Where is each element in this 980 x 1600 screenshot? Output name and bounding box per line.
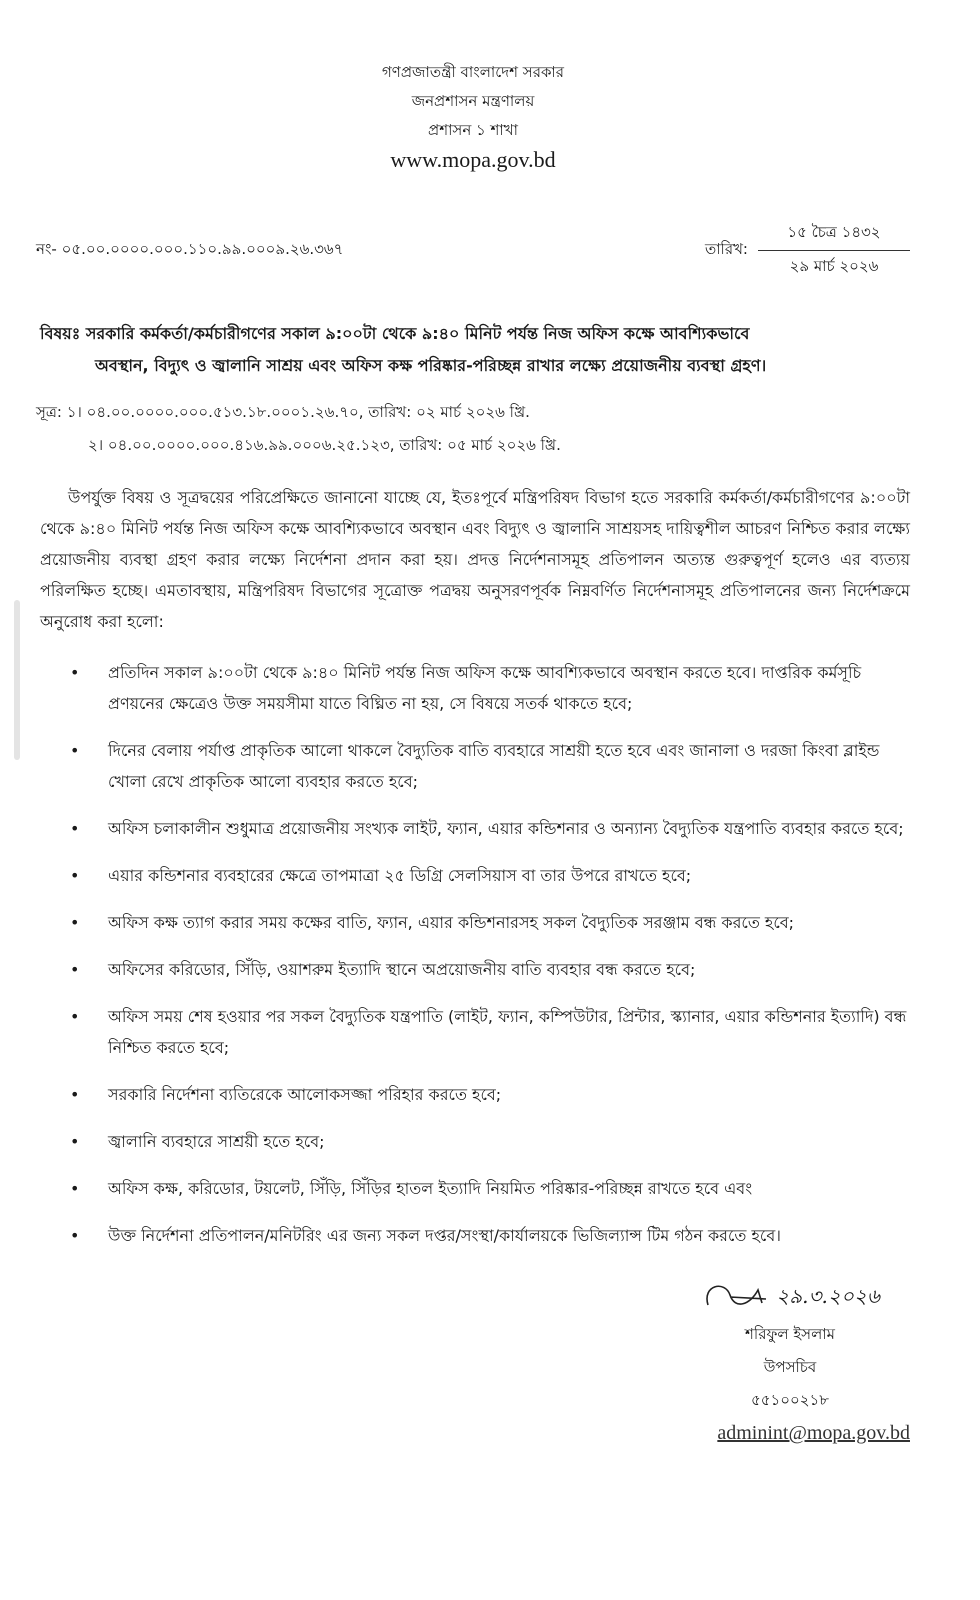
reference-2: ২। ০৪.০০.০০০০.০০০.৪১৬.৯৯.০০০৬.২৫.১২৩, তারিখ: ০৫ মার্চ ২০২৬ খ্রি. [88, 436, 561, 454]
bullet-icon: • [70, 913, 80, 932]
bullet-icon: • [70, 663, 80, 682]
directive-text: সরকারি নির্দেশনা ব্যতিরেকে আলোকসজ্জা পরিহার করতে হবে; [108, 1085, 502, 1104]
directive-text: অফিস কক্ষ ত্যাগ করার সময় কক্ষের বাতি, ফ্যান, এয়ার কন্ডিশনারসহ সকল বৈদ্যুতিক সরঞ্জাম বন্ধ করতে হবে; [108, 913, 795, 932]
subject-line-2: অবস্থান, বিদ্যুৎ ও জ্বালানি সাশ্রয় এবং অফিস কক্ষ পরিষ্কার-পরিচ্ছন্ন রাখার লক্ষ্যে প্রয়োজনীয় ব্যবস্থা গ্রহণ। [95, 356, 767, 375]
date-divider [758, 250, 910, 251]
directive-item [70, 1126, 910, 1157]
bullet-icon: • [70, 819, 80, 838]
signatory-designation: উপসচিব [763, 1358, 817, 1376]
bullet-icon: • [70, 741, 80, 760]
date-bangla: ১৫ চৈত্র ১৪৩২ [787, 223, 881, 241]
bullet-icon: • [70, 960, 80, 979]
directive-item [70, 1079, 910, 1110]
email-row [36, 1422, 910, 1445]
bullet-icon: • [70, 1226, 80, 1245]
directive-item [70, 1220, 910, 1251]
directive-text: অফিসের করিডোর, সিঁড়ি, ওয়াশরুম ইত্যাদি স্থানে অপ্রয়োজনীয় বাতি ব্যবহার বন্ধ করতে হবে; [108, 960, 696, 979]
directive-text: অফিস কক্ষ, করিডোর, টয়লেট, সিঁড়ি, সিঁড়ির হাতল ইত্যাদি নিয়মিত পরিষ্কার-পরিচ্ছন্ন রাখতে হবে এবং [108, 1179, 753, 1198]
memo-row [36, 221, 910, 280]
email-link[interactable]: adminint@mopa.gov.bd [717, 1422, 910, 1444]
date-block [705, 221, 910, 280]
date-english: ২৯ মার্চ ২০২৬ [789, 257, 879, 275]
subject [36, 318, 910, 382]
signature-block [670, 1273, 910, 1414]
directive-text: অফিস চলাকালীন শুধুমাত্র প্রয়োজনীয় সংখ্যক লাইট, ফ্যান, এয়ার কন্ডিশনার ও অন্যান্য বৈদ্যুতিক যন্ত্রপাতি ব্যবহার করতে হবে; [108, 819, 904, 838]
handwritten-signature [670, 1273, 910, 1323]
signatory-name: শরিফুল ইসলাম [745, 1325, 835, 1343]
directive-text: প্রতিদিন সকাল ৯:০০টা থেকে ৯:৪০ মিনিট পর্যন্ত নিজ অফিস কক্ষে আবশ্যিকভাবে অবস্থান করতে হবে। দাপ্তরিক কর্মসূচি প্রণয়নের ক্ষেত্রেও উক্ত সময়সীমা যাতে বিঘ্নিত না হয়, সে বিষয়ে সতর্ক থাকতে হবে; [108, 663, 862, 713]
branch-name: প্রশাসন ১ শাখা [428, 121, 518, 139]
directive-item [70, 735, 910, 797]
reference-1: সূত্র: ১। ০৪.০০.০০০০.০০০.৫১৩.১৮.০০০১.২৬.৭০, তারিখ: ০২ মার্চ ২০২৬ খ্রি. [36, 403, 530, 421]
bullet-icon: • [70, 1085, 80, 1104]
bullet-icon: • [70, 1132, 80, 1151]
directive-item [70, 860, 910, 891]
ministry-name: জনপ্রশাসন মন্ত্রণালয় [411, 92, 535, 110]
signature-scribble-icon [700, 1275, 770, 1321]
directive-text: অফিস সময় শেষ হওয়ার পর সকল বৈদ্যুতিক যন্ত্রপাতি (লাইট, ফ্যান, কম্পিউটার, প্রিন্টার, স্ক্যানার, এয়ার কন্ডিশনার ইত্যাদি) বন্ধ নিশ্চিত করতে হবে; [108, 1007, 907, 1057]
bullet-icon: • [70, 866, 80, 885]
references [36, 396, 910, 462]
directive-item [70, 907, 910, 938]
directive-text: উক্ত নির্দেশনা প্রতিপালন/মনিটরিং এর জন্য সকল দপ্তর/সংস্থা/কার্যালয়কে ভিজিল্যান্স টিম গঠন করতে হবে। [108, 1226, 781, 1245]
memo-date [758, 221, 910, 280]
directive-text: জ্বালানি ব্যবহারে সাশ্রয়ী হতে হবে; [108, 1132, 325, 1151]
directive-item [70, 1173, 910, 1204]
directive-item [70, 1001, 910, 1063]
government-name: গণপ্রজাতন্ত্রী বাংলাদেশ সরকার [381, 63, 565, 81]
website-link[interactable]: www.mopa.gov.bd [390, 147, 556, 172]
directive-item [70, 954, 910, 985]
directive-item [70, 813, 910, 844]
directive-text: এয়ার কন্ডিশনার ব্যবহারের ক্ষেত্রে তাপমাত্রা ২৫ ডিগ্রি সেলসিয়াস বা তার উপরে রাখতে হবে; [108, 866, 692, 885]
subject-line-1: বিষয়ঃ সরকারি কর্মকর্তা/কর্মচারীগণের সকাল ৯:০০টা থেকে ৯:৪০ মিনিট পর্যন্ত নিজ অফিস কক্ষে আবশ্যিকভাবে [40, 324, 750, 343]
memo-number: নং- ০৫.০০.০০০০.০০০.১১০.৯৯.০০০৯.২৬.৩৬৭ [36, 240, 344, 258]
scrollbar[interactable] [14, 600, 20, 760]
directive-list [70, 657, 910, 1251]
bullet-icon: • [70, 1179, 80, 1198]
body-paragraph: উপর্যুক্ত বিষয় ও সূত্রদ্বয়ের পরিপ্রেক্ষিতে জানানো যাচ্ছে যে, ইতঃপূর্বে মন্ত্রিপরিষদ বিভাগ হতে সরকারি কর্মকর্তা/কর্মচারীগণের ৯:০০টা থেকে ৯:৪০ মিনিট পর্যন্ত নিজ অফিস কক্ষে আবশ্যিকভাবে অবস্থান এবং বিদ্যুৎ ও জ্বালানি সাশ্রয়সহ দায়িত্বশীল আচরণ নিশ্চিত করার লক্ষ্যে প্রয়োজনীয় ব্যবস্থা গ্রহণ করার লক্ষ্যে নির্দেশনা প্রদান করা হয়। প্রদত্ত নির্দেশনাসমূহ প্রতিপালন অত্যন্ত গুরুত্বপূর্ণ হলেও এর ব্যত্যয় পরিলক্ষিত হচ্ছে। এমতাবস্থায়, মন্ত্রিপরিষদ বিভাগের সূত্রোক্ত পত্রদ্বয় অনুসরণপূর্বক নিম্নবর্ণিত নির্দেশনাসমূহ প্রতিপালনের জন্য নির্দেশক্রমে অনুরোধ করা হলো: [40, 488, 910, 631]
signatory-phone: ৫৫১০০২১৮ [751, 1391, 829, 1409]
date-label: তারিখ: [704, 240, 748, 258]
bullet-icon: • [70, 1007, 80, 1026]
directive-item [70, 657, 910, 719]
signature-date: ২৯.৩.২০২৬ [776, 1283, 880, 1308]
directive-text: দিনের বেলায় পর্যাপ্ত প্রাকৃতিক আলো থাকলে বৈদ্যুতিক বাতি ব্যবহারে সাশ্রয়ী হতে হবে এবং জানালা ও দরজা কিংবা ব্লাইন্ড খোলা রেখে প্রাকৃতিক আলো ব্যবহার করতে হবে; [108, 741, 880, 791]
